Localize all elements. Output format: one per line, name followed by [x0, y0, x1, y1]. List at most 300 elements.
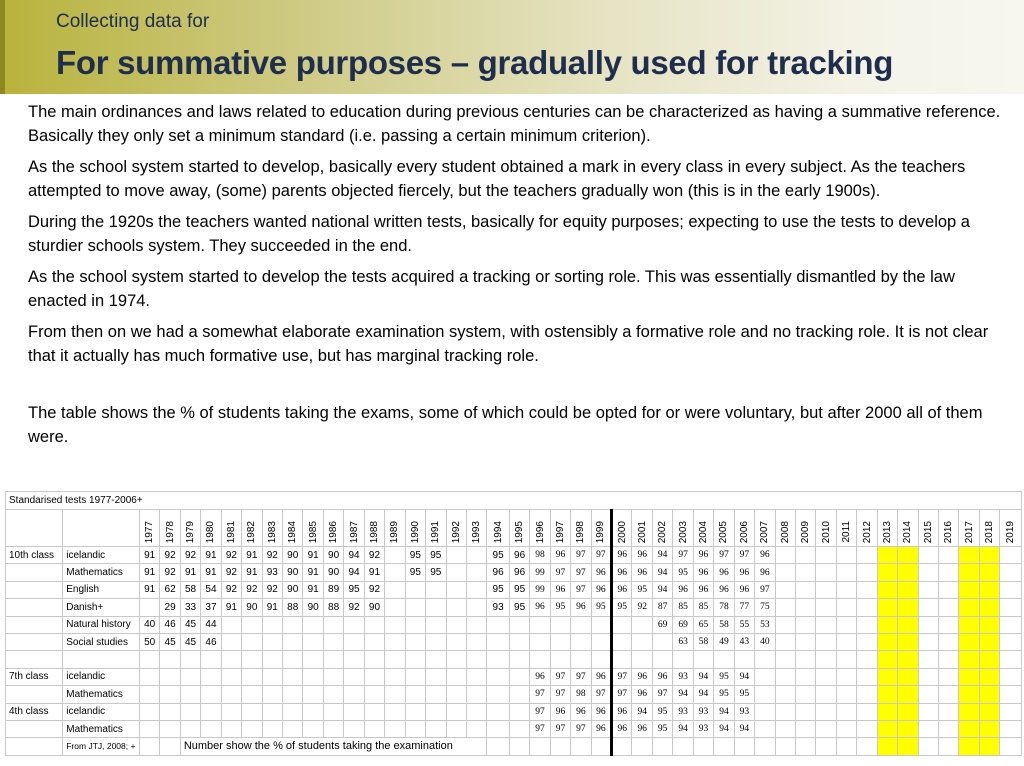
table-cell: 90 [323, 547, 343, 564]
table-cell [836, 720, 856, 737]
table-cell [446, 599, 466, 616]
table-row [6, 564, 1022, 581]
year-header [714, 510, 734, 547]
table-cell [939, 651, 959, 668]
table-cell [571, 738, 591, 755]
table-cell [303, 633, 323, 650]
table-cell [795, 564, 815, 581]
table-cell: 93 [693, 720, 713, 737]
table-cell [1000, 564, 1022, 581]
table-cell: 90 [364, 599, 384, 616]
year-label: 2000 [616, 520, 628, 543]
table-cell [426, 651, 446, 668]
table-cell [816, 581, 836, 598]
table-cell [221, 668, 241, 685]
table-cell [857, 616, 877, 633]
table-cell [1000, 599, 1022, 616]
table-cell [487, 633, 509, 650]
table-cell [466, 599, 486, 616]
table-cell [323, 720, 343, 737]
table-cell: 97 [550, 720, 570, 737]
table-cell [385, 616, 405, 633]
year-header [344, 510, 364, 547]
table-cell: 91 [303, 581, 323, 598]
table-cell [877, 668, 897, 685]
table-row [6, 616, 1022, 633]
table-cell [755, 703, 775, 720]
table-cell: 97 [673, 547, 693, 564]
table-cell [180, 668, 200, 685]
table-cell: 91 [201, 547, 221, 564]
table-cell [139, 651, 159, 668]
year-label: 1998 [575, 520, 587, 543]
table-cell: 44 [201, 616, 221, 633]
table-cell [939, 564, 959, 581]
table-cell [1000, 738, 1022, 755]
table-cell [898, 564, 918, 581]
table-cell: 93 [693, 703, 713, 720]
table-cell [714, 738, 734, 755]
table-cell [816, 686, 836, 703]
table-cell [344, 651, 364, 668]
table-cell [857, 668, 877, 685]
table-cell: 33 [180, 599, 200, 616]
year-label: 1977 [144, 520, 156, 543]
table-cell [816, 547, 836, 564]
table-cell [530, 651, 550, 668]
table-cell [959, 703, 979, 720]
year-header [446, 510, 466, 547]
table-cell [918, 651, 938, 668]
table-cell [201, 668, 221, 685]
table-cell [816, 738, 836, 755]
year-header [652, 510, 672, 547]
table-cell [221, 651, 241, 668]
table-cell [918, 616, 938, 633]
table-cell [283, 703, 303, 720]
table-cell [344, 633, 364, 650]
table-cell: 93 [262, 564, 282, 581]
table-cell: 45 [180, 633, 200, 650]
table-cell [755, 686, 775, 703]
table-cell [1000, 581, 1022, 598]
table-cell [466, 651, 486, 668]
table-row [6, 703, 1022, 720]
table-cell [509, 633, 529, 650]
table-cell [939, 599, 959, 616]
table-cell [612, 616, 632, 633]
table-cell: 96 [612, 703, 632, 720]
table-cell: 89 [323, 581, 343, 598]
table-cell [303, 720, 323, 737]
table-cell [795, 720, 815, 737]
table-cell [755, 738, 775, 755]
table-cell [898, 599, 918, 616]
table-cell [530, 633, 550, 650]
table-cell [857, 720, 877, 737]
table-cell [385, 581, 405, 598]
table-cell [857, 633, 877, 650]
table-cell: 91 [221, 599, 241, 616]
table-cell: 53 [755, 616, 775, 633]
table-cell [734, 738, 754, 755]
table-cell [262, 720, 282, 737]
table-cell [898, 651, 918, 668]
table-cell [509, 738, 529, 755]
table-cell [139, 686, 159, 703]
table-cell: 96 [714, 581, 734, 598]
header-subject-cell [63, 510, 140, 547]
table-cell: 96 [530, 599, 550, 616]
table-cell: 95 [612, 599, 632, 616]
table-cell: 96 [550, 703, 570, 720]
table-cell [836, 686, 856, 703]
year-header [509, 510, 529, 547]
table-cell [385, 668, 405, 685]
year-label: 2012 [861, 520, 873, 543]
table-cell [160, 703, 180, 720]
table-cell [775, 738, 795, 755]
table-cell [979, 564, 999, 581]
table-cell: 97 [571, 581, 591, 598]
table-cell: 46 [160, 616, 180, 633]
table-cell [446, 703, 466, 720]
table-cell [509, 668, 529, 685]
table-cell: 88 [283, 599, 303, 616]
table-cell [939, 703, 959, 720]
table-cell [509, 686, 529, 703]
table-cell [612, 738, 632, 755]
table-cell [816, 668, 836, 685]
table-row [6, 599, 1022, 616]
slide-body [28, 100, 1013, 456]
year-label: 2017 [963, 520, 975, 543]
table-cell [180, 720, 200, 737]
table-cell [816, 651, 836, 668]
table-cell [262, 686, 282, 703]
paragraph-5: From then on we had a somewhat elaborate examination system, with ostensibly a formative role and no tracking role. It is not clear that it actually has much formative use, but has marginal tracking role. [28, 323, 989, 365]
table-cell: 92 [221, 564, 241, 581]
table-cell: 92 [364, 547, 384, 564]
table-cell [795, 738, 815, 755]
table-cell: 92 [221, 547, 241, 564]
table-note: Number show the % of students taking the examination [180, 738, 487, 755]
table-cell: 97 [571, 668, 591, 685]
table-cell: 95 [591, 599, 611, 616]
table-cell [466, 686, 486, 703]
table-cell [979, 633, 999, 650]
table-cell [446, 564, 466, 581]
table-cell [918, 547, 938, 564]
table-cell: 94 [693, 686, 713, 703]
table-cell: 91 [139, 547, 159, 564]
table-cell [139, 738, 159, 755]
table-cell [918, 668, 938, 685]
year-label: 1994 [492, 520, 504, 543]
table-cell [979, 599, 999, 616]
table-cell [591, 633, 611, 650]
table-cell [775, 651, 795, 668]
table-cell [221, 703, 241, 720]
table-caption: Standarised tests 1977-2006+ [6, 492, 1022, 510]
table-cell [775, 547, 795, 564]
table-cell: 96 [693, 581, 713, 598]
table-cell [201, 651, 221, 668]
year-header [734, 510, 754, 547]
table-cell [303, 616, 323, 633]
table-cell [466, 616, 486, 633]
year-label: 1996 [534, 520, 546, 543]
year-header [303, 510, 323, 547]
table-cell [898, 633, 918, 650]
table-cell: 97 [755, 581, 775, 598]
table-cell: 96 [734, 564, 754, 581]
table-cell [652, 633, 672, 650]
table-cell [242, 633, 262, 650]
table-cell [364, 720, 384, 737]
table-header-row [6, 510, 1022, 547]
table-cell [898, 547, 918, 564]
year-header [795, 510, 815, 547]
table-cell: 96 [714, 564, 734, 581]
table-cell [509, 616, 529, 633]
table-cell [426, 720, 446, 737]
row-subject: icelandic [63, 703, 140, 720]
table-cell: 96 [734, 581, 754, 598]
table-cell: 97 [612, 668, 632, 685]
table-cell [939, 668, 959, 685]
table-cell: 97 [550, 668, 570, 685]
year-label: 1984 [287, 520, 299, 543]
table-cell [426, 686, 446, 703]
table-cell: 54 [201, 581, 221, 598]
table-cell: 93 [673, 703, 693, 720]
table-cell [283, 633, 303, 650]
table-cell: 95 [426, 547, 446, 564]
table-cell: 40 [755, 633, 775, 650]
year-label: 2018 [984, 520, 996, 543]
table-cell [385, 633, 405, 650]
year-label: 1979 [185, 520, 197, 543]
table-cell: 94 [693, 668, 713, 685]
table-cell: 92 [262, 581, 282, 598]
table-cell: 69 [673, 616, 693, 633]
table-cell [344, 703, 364, 720]
table-cell: 95 [714, 686, 734, 703]
table-row [6, 686, 1022, 703]
table-row [6, 720, 1022, 737]
year-header [487, 510, 509, 547]
row-subject: icelandic [63, 547, 140, 564]
table-cell [1000, 668, 1022, 685]
table-cell: 94 [734, 668, 754, 685]
table-cell: 97 [652, 686, 672, 703]
table-cell [979, 668, 999, 685]
table-cell [201, 686, 221, 703]
table-cell [446, 616, 466, 633]
table-cell: 96 [509, 547, 529, 564]
year-header [959, 510, 979, 547]
table-cell: 97 [530, 686, 550, 703]
row-group [6, 686, 63, 703]
table-cell [487, 738, 509, 755]
table-cell: 93 [487, 599, 509, 616]
table-cell [530, 616, 550, 633]
table-cell: 91 [201, 564, 221, 581]
row-subject: Natural history [63, 616, 140, 633]
table-cell: 94 [344, 564, 364, 581]
table-cell: 96 [693, 547, 713, 564]
table-cell [795, 651, 815, 668]
table-cell [652, 738, 672, 755]
table-cell: 96 [571, 599, 591, 616]
year-label: 1988 [368, 520, 380, 543]
table-cell: 96 [612, 547, 632, 564]
table-cell: 92 [180, 547, 200, 564]
row-subject: Mathematics [63, 564, 140, 581]
year-header [857, 510, 877, 547]
table-cell [939, 633, 959, 650]
table-cell: 88 [323, 599, 343, 616]
row-subject: Mathematics [63, 686, 140, 703]
table-cell [426, 668, 446, 685]
year-header [673, 510, 693, 547]
table-cell: 55 [734, 616, 754, 633]
table-cell [652, 651, 672, 668]
table-cell: 93 [673, 668, 693, 685]
year-label: 1997 [554, 520, 566, 543]
year-label: 2004 [698, 520, 710, 543]
table-cell [1000, 720, 1022, 737]
table-cell [487, 686, 509, 703]
footer-blank [6, 738, 63, 755]
table-cell [262, 651, 282, 668]
table-cell [1000, 616, 1022, 633]
table-cell [466, 703, 486, 720]
year-label: 2006 [738, 520, 750, 543]
table-cell [160, 651, 180, 668]
table-cell [405, 599, 425, 616]
table-cell: 91 [242, 547, 262, 564]
table-cell [918, 581, 938, 598]
table-cell [242, 703, 262, 720]
table-cell [877, 720, 897, 737]
year-header [632, 510, 652, 547]
table-cell [487, 668, 509, 685]
table-cell [898, 616, 918, 633]
table-cell [385, 720, 405, 737]
table-cell [632, 651, 652, 668]
table-cell [323, 633, 343, 650]
year-header [160, 510, 180, 547]
year-label: 2009 [800, 520, 812, 543]
table-cell: 90 [283, 547, 303, 564]
paragraph-2: As the school system started to develop, basically every student obtained a mark in every class in every subject. As the teachers attempted to move away, (some) parents objected fiercely, but the teachers gradually won (this is in the early 1900s). [28, 158, 966, 200]
table-cell [201, 720, 221, 737]
year-header [385, 510, 405, 547]
year-label: 1995 [514, 520, 526, 543]
table-cell [959, 738, 979, 755]
table-cell [898, 703, 918, 720]
table-cell [571, 651, 591, 668]
table-cell [795, 703, 815, 720]
table-cell: 96 [591, 581, 611, 598]
table-cell: 97 [714, 547, 734, 564]
table-cell [898, 581, 918, 598]
table-cell [836, 564, 856, 581]
table-cell [180, 703, 200, 720]
year-header [180, 510, 200, 547]
table-cell [877, 581, 897, 598]
year-header [836, 510, 856, 547]
table-cell [466, 564, 486, 581]
table-cell [795, 581, 815, 598]
table-cell [242, 720, 262, 737]
table-cell [530, 738, 550, 755]
table-cell: 92 [242, 581, 262, 598]
row-group: 7th class [6, 668, 63, 685]
table-cell: 63 [673, 633, 693, 650]
table-cell [303, 651, 323, 668]
table-cell [1000, 547, 1022, 564]
table-cell: 94 [652, 564, 672, 581]
table-cell [877, 651, 897, 668]
row-group [6, 564, 63, 581]
year-label: 2005 [718, 520, 730, 543]
table-cell [775, 703, 795, 720]
table-cell [344, 668, 364, 685]
table-cell [487, 651, 509, 668]
year-label: 1986 [328, 520, 340, 543]
table-cell [857, 564, 877, 581]
table-cell: 97 [550, 564, 570, 581]
table-cell: 94 [714, 720, 734, 737]
table-cell: 93 [734, 703, 754, 720]
year-header [530, 510, 550, 547]
table-cell: 97 [571, 547, 591, 564]
table-cell [673, 651, 693, 668]
year-label: 2002 [657, 520, 669, 543]
table-cell [898, 720, 918, 737]
table-cell [816, 633, 836, 650]
row-subject: Mathematics [63, 720, 140, 737]
table-cell [775, 668, 795, 685]
year-label: 1980 [205, 520, 217, 543]
table-cell [262, 668, 282, 685]
table-cell [1000, 703, 1022, 720]
table-cell: 90 [323, 564, 343, 581]
table-cell [242, 686, 262, 703]
table-cell [816, 599, 836, 616]
table-cell: 96 [693, 564, 713, 581]
table-cell [918, 703, 938, 720]
year-label: 1989 [389, 520, 401, 543]
year-header [323, 510, 343, 547]
table-cell: 58 [714, 616, 734, 633]
table-cell [509, 651, 529, 668]
table-cell: 65 [693, 616, 713, 633]
table-cell: 97 [530, 720, 550, 737]
year-header [755, 510, 775, 547]
slide-title: For summative purposes – gradually used for tracking [56, 44, 894, 81]
table-cell: 96 [591, 720, 611, 737]
year-header [262, 510, 282, 547]
table-cell [959, 686, 979, 703]
year-label: 1978 [164, 520, 176, 543]
table-cell [426, 616, 446, 633]
table-cell: 58 [693, 633, 713, 650]
table-cell: 97 [734, 547, 754, 564]
